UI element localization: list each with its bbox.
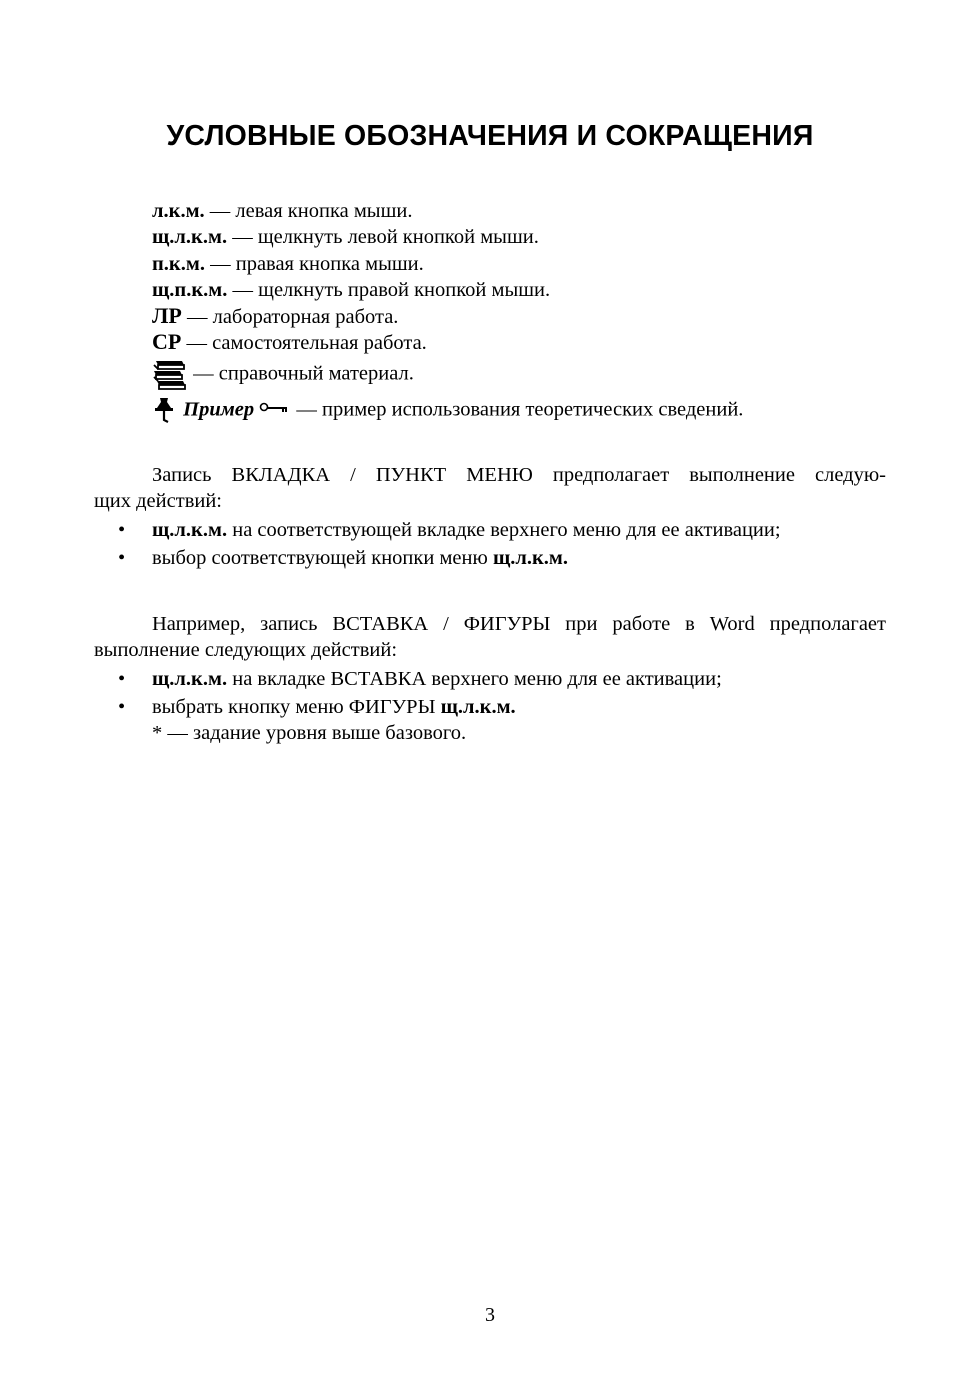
reference-material-legend [152,357,414,393]
abbreviation-shchlkm [152,224,539,250]
abbreviation-lr [152,303,398,330]
books-icon [152,363,193,385]
abbreviation-term: ЛР [152,303,182,328]
abbreviation-pkm [152,251,424,277]
bullet-text: на соответствующей вкладке верхнего меню для ее активации; [227,519,781,541]
bullet-marker: • [118,696,126,718]
list-item [118,666,722,692]
abbreviation-definition: — самостоятельная работа. [181,332,427,354]
list-item [118,694,516,720]
paragraph-line: Например, запись ВСТАВКА / ФИГУРЫ при работе в Word предполагает [152,613,886,635]
bullet-marker: • [118,547,126,569]
paragraph-example [94,611,886,637]
list-item [118,545,568,571]
example-legend [152,396,743,426]
paragraph-example-cont [94,637,886,663]
bullet-text: выбор соответствующей кнопки меню [152,547,493,569]
paragraph-menu-notation-cont [94,488,886,514]
bullet-text: выбрать кнопку меню ФИГУРЫ [152,696,441,718]
key-icon [259,399,296,421]
example-label: Пример [183,398,255,421]
page-title: УСЛОВНЫЕ ОБОЗНАЧЕНИЯ И СОКРАЩЕНИЯ [166,120,814,152]
example-text: — пример использования теоретических сведений. [296,398,744,421]
paragraph-line: щих действий: [94,490,223,512]
bullet-marker: • [118,519,126,541]
pushpin-icon [152,399,183,421]
bullet-marker: • [118,668,126,690]
bullet-text: на вкладке ВСТАВКА верхнего меню для ее активации; [227,668,722,690]
abbreviation-term: СР [152,329,182,354]
paragraph-line: Запись ВКЛАДКА / ПУНКТ МЕНЮ предполагает выполнение следую- [152,464,886,486]
abbreviation-term: л.к.м. [152,200,205,222]
list-item [118,517,781,543]
bullet-term: щ.л.к.м. [440,696,516,718]
paragraph-line: выполнение следующих действий: [94,639,398,661]
reference-material-text: — справочный материал. [193,362,414,385]
abbreviation-term: щ.л.к.м. [152,226,228,248]
abbreviation-definition: — щелкнуть левой кнопкой мыши. [227,226,539,248]
abbreviation-definition: — лабораторная работа. [181,306,399,328]
paragraph-menu-notation [94,462,886,488]
page-number: 3 [485,1304,495,1326]
abbreviation-definition: — правая кнопка мыши. [204,253,424,275]
bullet-term: щ.л.к.м. [492,547,569,569]
abbreviation-lkm [152,198,412,224]
abbreviation-shchpkm [152,277,550,303]
bullet-term: щ.л.к.м. [152,668,228,690]
bullet-term: щ.л.к.м. [152,519,228,541]
abbreviation-definition: — щелкнуть правой кнопкой мыши. [227,279,551,301]
abbreviation-term: п.к.м. [152,253,205,275]
abbreviation-term: щ.п.к.м. [152,279,228,301]
abbreviation-definition: — левая кнопка мыши. [204,200,413,222]
footnote: * — задание уровня выше базового. [152,722,467,744]
abbreviation-sr [152,329,427,356]
